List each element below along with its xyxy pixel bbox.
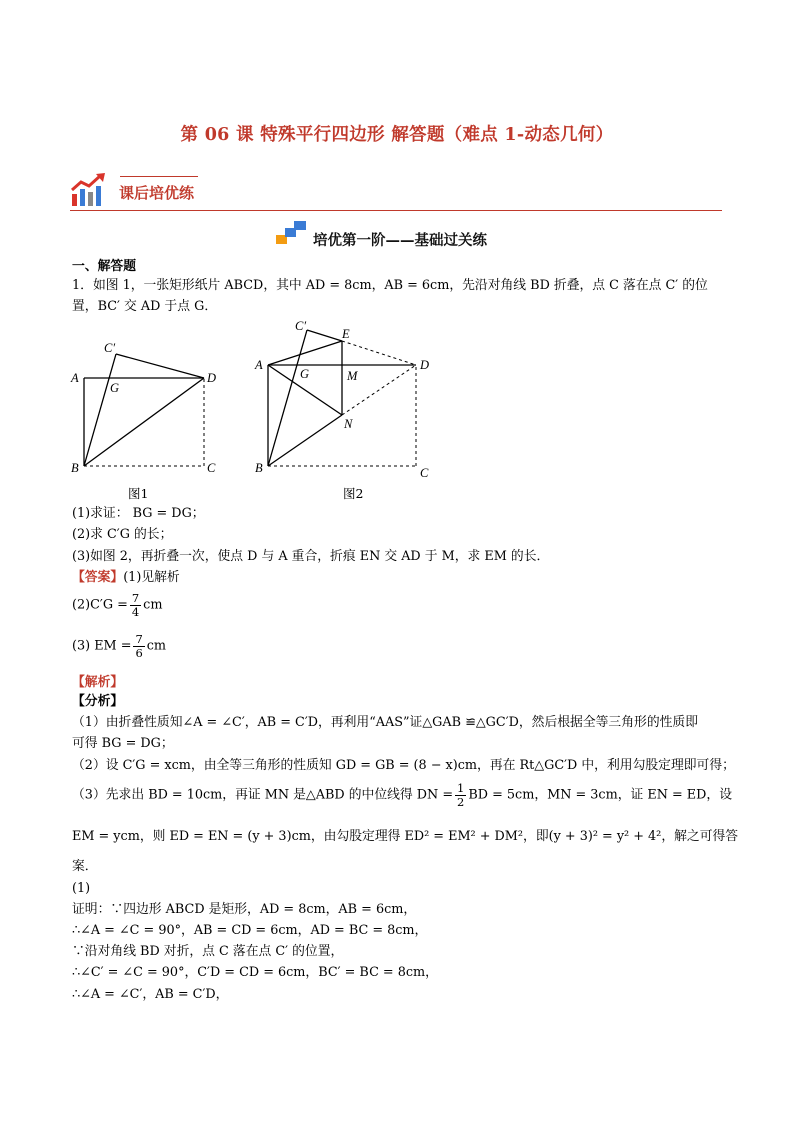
answer-line-2 bbox=[72, 592, 162, 619]
proof-line: ∴∠C′ = ∠C = 90°，C′D = CD = 6cm，BC′ = BC = 8cm， bbox=[72, 965, 438, 980]
numerator: 7 bbox=[131, 591, 140, 605]
denominator: 2 bbox=[457, 795, 465, 809]
seg-BD bbox=[84, 378, 204, 466]
subsection-title: 培优第一阶——基础过关练 bbox=[313, 232, 487, 249]
answer-2-prefix: (2)C′G = bbox=[72, 597, 128, 613]
proof-line: ∴∠A = ∠C = 90°，AB = CD = 6cm，AD = BC = 8cm， bbox=[72, 923, 428, 938]
answer-line-3 bbox=[72, 633, 166, 660]
question-3: (3)如图 2，再折叠一次，使点 D 与 A 重合，折痕 EN 交 AD 于 M，求 EM 的长． bbox=[72, 549, 550, 564]
question-1: (1)求证： BG = DG； bbox=[72, 506, 205, 521]
label-N: N bbox=[344, 417, 353, 431]
label-A: A bbox=[255, 358, 263, 372]
analysis-sub-label: 【分析】 bbox=[72, 694, 124, 709]
figure-2-caption: 图2 bbox=[343, 486, 364, 501]
problem-line: 置，BC′ 交 AD 于点 G． bbox=[72, 299, 218, 314]
label-G: G bbox=[110, 381, 120, 395]
seg-CpD bbox=[116, 354, 204, 378]
label-A: A bbox=[71, 371, 79, 385]
answer-2-unit: cm bbox=[143, 597, 163, 613]
stairs-icon bbox=[276, 219, 310, 245]
label-B: B bbox=[71, 461, 79, 475]
figure-2 bbox=[252, 318, 442, 486]
answer-line-1 bbox=[72, 570, 180, 586]
label-M: M bbox=[347, 369, 358, 383]
section-rule-top bbox=[120, 176, 198, 177]
label-Cprime: C′ bbox=[295, 319, 307, 333]
denominator: 4 bbox=[131, 605, 140, 619]
analysis-text: （3）先求出 BD = 10cm，再证 MN 是△ABD 的中位线得 DN = bbox=[72, 787, 454, 803]
chart-trend-icon bbox=[70, 172, 110, 208]
seg-CpE bbox=[307, 330, 342, 341]
analysis-label: 【解析】 bbox=[72, 675, 124, 690]
answer-2-fraction bbox=[130, 592, 141, 619]
question-type-heading: 一、解答题 bbox=[72, 259, 136, 274]
analysis-line-3a bbox=[72, 782, 732, 809]
section-title: 课后培优练 bbox=[119, 184, 195, 202]
answer-label: 【答案】 bbox=[72, 570, 124, 585]
page-title: 第 06 课 特殊平行四边形 解答题（难点 1-动态几何） bbox=[180, 125, 614, 145]
seg-AE bbox=[268, 341, 342, 365]
answer-3-fraction bbox=[133, 633, 144, 660]
proof-line: (1) bbox=[72, 881, 91, 896]
analysis-line: 可得 BG = DG； bbox=[72, 736, 174, 751]
label-Cprime: C′ bbox=[104, 341, 116, 355]
label-E: E bbox=[342, 327, 350, 341]
numerator: 1 bbox=[457, 781, 465, 795]
analysis-text: BD = 5cm，MN = 3cm，证 EN = ED，设 bbox=[468, 787, 732, 803]
question-2: (2)求 C′G 的长； bbox=[72, 527, 173, 542]
proof-line: ∵沿对角线 BD 对折，点 C 落在点 C′ 的位置， bbox=[72, 944, 344, 959]
problem-line: 1．如图 1，一张矩形纸片 ABCD，其中 AD = 8cm，AB = 6cm，先沿对角线 BD 折叠，点 C 落在点 C′ 的位 bbox=[72, 278, 708, 293]
proof-line: ∴∠A = ∠C′，AB = C′D， bbox=[72, 987, 229, 1002]
half-fraction bbox=[455, 782, 466, 809]
numerator: 7 bbox=[135, 632, 143, 646]
answer-3-prefix: (3) EM = bbox=[72, 638, 132, 654]
analysis-line: EM = ycm，则 ED = EN = (y + 3)cm，由勾股定理得 ED² = EM² + DM²，即(y + 3)² = y² + 4²，解之可得答 bbox=[72, 829, 739, 844]
label-D: D bbox=[420, 358, 430, 372]
analysis-line: （1）由折叠性质知∠A = ∠C′，AB = C′D，再利用“AAS”证△GAB ≌△GC′D，然后根据全等三角形的性质即 bbox=[72, 715, 699, 730]
denominator: 6 bbox=[135, 646, 143, 660]
label-C: C bbox=[207, 461, 216, 475]
label-D: D bbox=[207, 371, 217, 385]
figure-1 bbox=[68, 336, 228, 506]
answer-3-unit: cm bbox=[146, 638, 167, 654]
section-rule bbox=[70, 210, 722, 211]
answer-1: (1)见解析 bbox=[123, 570, 180, 585]
figure-1-caption: 图1 bbox=[128, 486, 149, 501]
seg-BN bbox=[268, 415, 342, 466]
analysis-line: 案． bbox=[72, 859, 98, 874]
label-G: G bbox=[300, 367, 310, 381]
seg-BCp bbox=[268, 330, 310, 466]
label-B: B bbox=[255, 461, 263, 475]
seg-BCp bbox=[84, 354, 116, 466]
proof-line: 证明：∵四边形 ABCD 是矩形，AD = 8cm，AB = 6cm， bbox=[72, 902, 417, 917]
analysis-line: （2）设 C′G = xcm，由全等三角形的性质知 GD = GB = (8 − x)cm，再在 Rt△GC′D 中，利用勾股定理即可得； bbox=[72, 758, 735, 773]
seg-ED bbox=[342, 341, 416, 365]
label-C: C bbox=[420, 466, 429, 480]
